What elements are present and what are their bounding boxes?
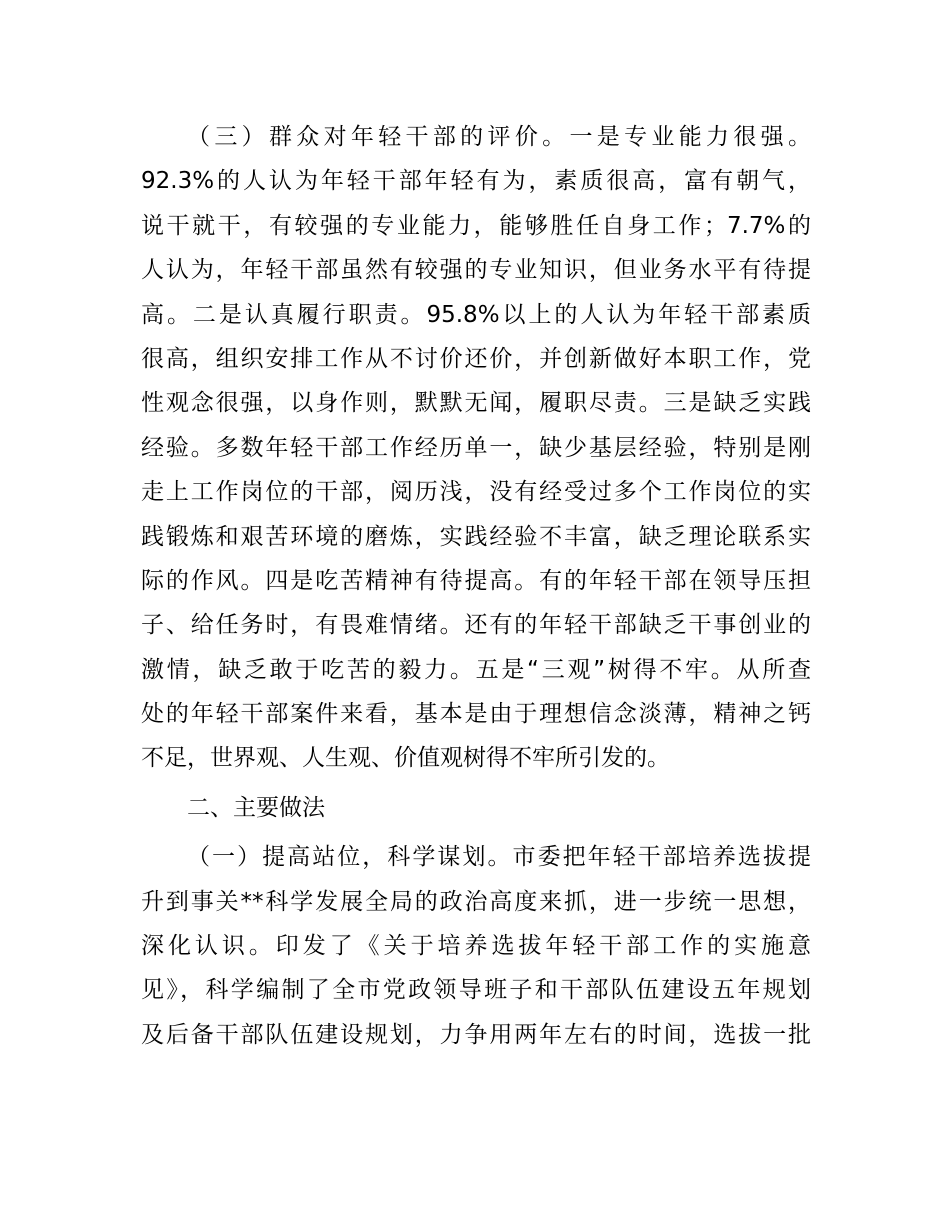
- text-line: 走上工作岗位的干部，阅历浅，没有经受过多个工作岗位的实: [141, 479, 811, 506]
- text-line: 践锻炼和艰苦环境的磨炼，实践经验不丰富，缺乏理论联系实: [141, 523, 811, 550]
- text-line: 处的年轻干部案件来看，基本是由于理想信念淡薄，精神之钙: [141, 701, 811, 728]
- text-line: （一）提高站位，科学谋划。市委把年轻干部培养选拔提: [187, 844, 811, 871]
- text-line: 激情，缺乏敢于吃苦的毅力。五是“三观”树得不牢。从所查: [141, 656, 811, 683]
- section-heading-main-practices: [141, 786, 811, 830]
- text-line: 见》，科学编制了全市党政领导班子和干部队伍建设五年规划: [141, 977, 811, 1004]
- text-line: 际的作风。四是吃苦精神有待提高。有的年轻干部在领导压担: [141, 567, 811, 594]
- text-line: 很高，组织安排工作从不讨价还价，并创新做好本职工作，党: [141, 345, 811, 372]
- text-line: 说干就干，有较强的专业能力，能够胜任自身工作；7.7%的: [141, 212, 811, 239]
- text-line: 92.3%的人认为年轻干部年轻有为，素质很高，富有朝气，: [141, 168, 811, 195]
- text-line: 子、给任务时，有畏难情绪。还有的年轻干部缺乏干事创业的: [141, 612, 811, 639]
- text-line: 深化认识。印发了《关于培养选拔年轻干部工作的实施意: [141, 933, 811, 960]
- document-body: [141, 115, 811, 1057]
- text-line: 高。二是认真履行职责。95.8%以上的人认为年轻干部素质: [141, 301, 811, 328]
- text-line: （三）群众对年轻干部的评价。一是专业能力很强。: [187, 124, 811, 150]
- text-line: 人认为，年轻干部虽然有较强的专业知识，但业务水平有待提: [141, 257, 811, 284]
- text-line: 升到事关**科学发展全局的政治高度来抓，进一步统一思想，: [141, 888, 811, 915]
- text-line: 及后备干部队伍建设规划，力争用两年左右的时间，选拔一批: [141, 1021, 811, 1048]
- text-line: 经验。多数年轻干部工作经历单一，缺少基层经验，特别是刚: [141, 434, 811, 461]
- text-line: 不足，世界观、人生观、价值观树得不牢所引发的。: [141, 745, 670, 772]
- section-heading: 二、主要做法: [187, 794, 325, 821]
- paragraph-evaluation: [141, 115, 811, 781]
- paragraph-planning: [141, 835, 811, 1057]
- text-line: 性观念很强，以身作则，默默无闻，履职尽责。三是缺乏实践: [141, 390, 811, 417]
